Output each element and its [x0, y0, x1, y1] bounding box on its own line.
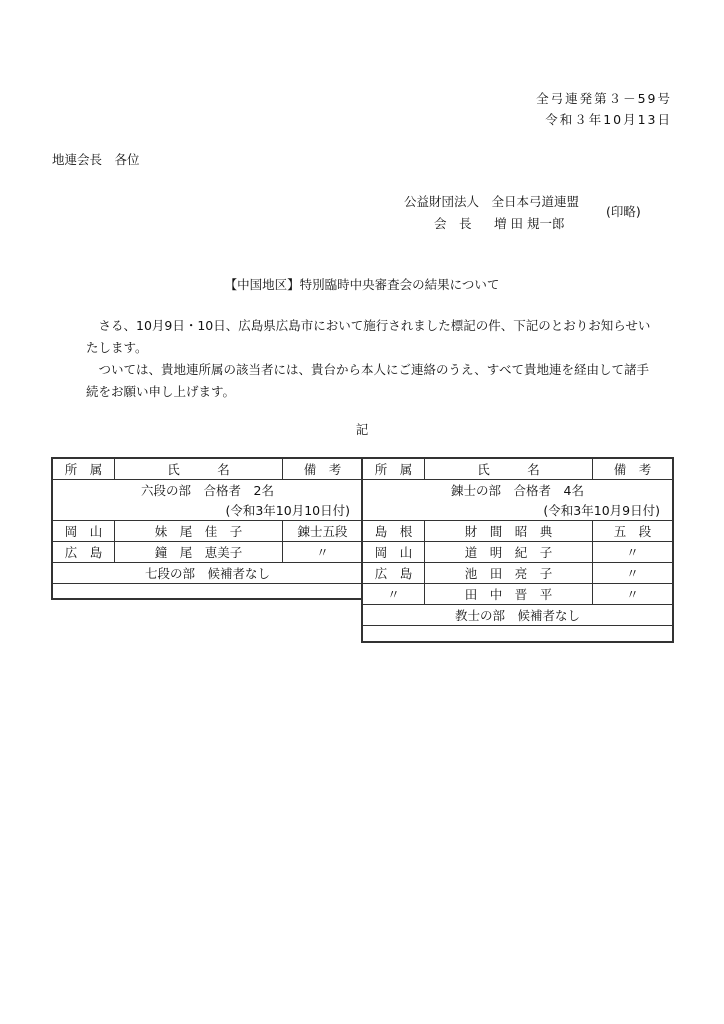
- section-date: (令和3年10月9日付): [363, 500, 673, 521]
- cell-affiliation: 岡 山: [363, 542, 425, 563]
- table-row: [53, 521, 363, 542]
- cell-name: 鐘 尾 恵美子: [115, 542, 283, 563]
- cell-name: 田 中 晋 平: [425, 584, 593, 605]
- table-row: [363, 521, 673, 542]
- cell-affiliation: 広 島: [53, 542, 115, 563]
- cell-name: 道 明 紀 子: [425, 542, 593, 563]
- header-remarks: 備 考: [593, 459, 673, 480]
- sender-org: 公益財団法人 全日本弓道連盟: [404, 194, 580, 209]
- table-row: [53, 542, 363, 563]
- document-date: 令和３年10月13日: [545, 112, 672, 127]
- header-remarks: 備 考: [283, 459, 363, 480]
- cell-affiliation: 岡 山: [53, 521, 115, 542]
- table-row: [363, 584, 673, 605]
- ki-heading: 記: [355, 422, 369, 437]
- section-date-row: [53, 500, 363, 521]
- header-affiliation: 所 属: [363, 459, 425, 480]
- sender-name: 増 田 規一郎: [494, 216, 565, 231]
- section-label-row: [53, 563, 363, 584]
- table-row: [363, 563, 673, 584]
- addressee: 地連会長 各位: [52, 152, 140, 167]
- section-label: 錬士の部 合格者 4名: [363, 480, 673, 501]
- cell-remarks: 錬士五段: [283, 521, 363, 542]
- body-text: [86, 315, 656, 403]
- section-label: 七段の部 候補者なし: [53, 563, 363, 584]
- section-label-row: [363, 605, 673, 626]
- cell-name: 財 間 昭 典: [425, 521, 593, 542]
- sender-block: [404, 191, 579, 235]
- cell-affiliation: 〃: [363, 584, 425, 605]
- seal-note: (印略): [606, 204, 641, 219]
- cell-remarks: 〃: [593, 563, 673, 584]
- body-paragraph-1: さる、10月9日・10日、広島県広島市において施行されました標記の件、下記のとおりお知らせいたします。: [86, 318, 651, 355]
- left-results-table: [52, 458, 363, 584]
- header-name: 氏 名: [425, 459, 593, 480]
- header-affiliation: 所 属: [53, 459, 115, 480]
- cell-remarks: 〃: [593, 584, 673, 605]
- document-title: 【中国地区】特別臨時中央審査会の結果について: [224, 277, 500, 292]
- cell-remarks: 〃: [283, 542, 363, 563]
- table-header-row: [363, 459, 673, 480]
- section-label: 六段の部 合格者 2名: [53, 480, 363, 501]
- cell-affiliation: 広 島: [363, 563, 425, 584]
- section-date-row: [363, 500, 673, 521]
- body-paragraph-2: ついては、貴地連所属の該当者には、貴台から本人にご連絡のうえ、すべて貴地連を経由して諸手続をお願い申し上げます。: [86, 362, 650, 399]
- section-label-row: [53, 480, 363, 501]
- cell-remarks: 〃: [593, 542, 673, 563]
- cell-remarks: 五 段: [593, 521, 673, 542]
- right-results-table: [362, 458, 673, 626]
- cell-name: 池 田 亮 子: [425, 563, 593, 584]
- cell-affiliation: 島 根: [363, 521, 425, 542]
- section-label: 教士の部 候補者なし: [363, 605, 673, 626]
- cell-name: 妹 尾 佳 子: [115, 521, 283, 542]
- header-name: 氏 名: [115, 459, 283, 480]
- reference-block: [536, 88, 672, 130]
- section-label-row: [363, 480, 673, 501]
- table-row: [363, 542, 673, 563]
- sender-title: 会 長: [434, 216, 472, 231]
- section-date: (令和3年10月10日付): [53, 500, 363, 521]
- table-header-row: [53, 459, 363, 480]
- document-number: 全弓連発第３－59号: [536, 91, 672, 106]
